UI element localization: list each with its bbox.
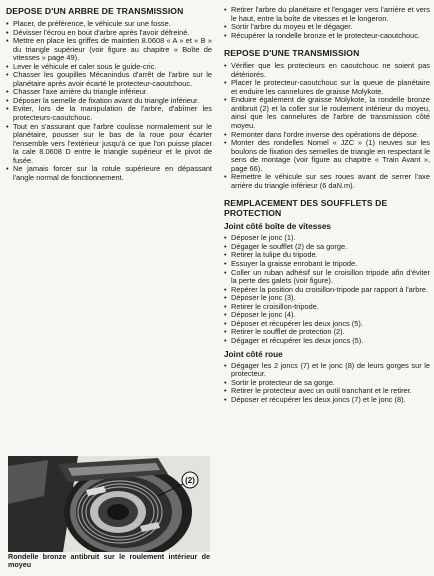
depose-steps — [6, 20, 212, 182]
step-item: • Déposer et récupérer les deux joncs (5). — [224, 320, 430, 329]
boite-steps — [224, 234, 430, 345]
subsection-title-roue: Joint côté roue — [224, 349, 283, 359]
step-item: • Déposer et récupérer les deux joncs (7) et le jonc (8). — [224, 396, 430, 405]
step-item: • Retirer le soufflet de protection (2). — [224, 328, 430, 337]
step-item: • Déposer le jonc (3). — [224, 294, 430, 303]
step-item: • Eviter, lors de la manipulation de l'arbre, d'abîmer les protecteurs-caoutchouc. — [6, 105, 212, 122]
right-column — [224, 6, 430, 404]
step-item: • Déposer la semelle de fixation avant du triangle inférieur. — [6, 97, 212, 106]
step-item: • Chasser l'axe arrière du triangle inférieur. — [6, 88, 212, 97]
step-item: • Sortir l'arbre du moyeu et le dégager. — [224, 23, 430, 32]
step-item: • Dégager les 2 joncs (7) et le jonc (8) de leurs gorges sur le protecteur. — [224, 362, 430, 379]
step-item: • Retirer l'arbre du planétaire et l'engager vers l'arrière et vers le haut, entre la boîte de vitesses et le longeron. — [224, 6, 430, 23]
step-item: • Déposer le jonc (4). — [224, 311, 430, 320]
figure-caption: Rondelle bronze antibruit sur le roulement intérieur de moyeu — [8, 552, 210, 570]
step-item: • Placer le protecteur-caoutchouc sur la queue de planétaire et enduire les cannelures de graisse Molykote. — [224, 79, 430, 96]
figure-label: (2) — [185, 476, 195, 485]
section-title-soufflets: REMPLACEMENT DES SOUFFLETS DE PROTECTION — [224, 198, 388, 219]
step-item: • Vérifier que les protecteurs en caoutchouc ne soient pas détériorés. — [224, 62, 430, 79]
step-item: • Ne jamais forcer sur la rotule supérieure en dépassant l'angle normal de fonctionnement. — [6, 165, 212, 182]
step-item: • Retirer le protecteur avec un outil tranchant et le retirer. — [224, 387, 430, 396]
step-item: • Retirer la tulipe du tripode. — [224, 251, 430, 260]
roue-steps — [224, 362, 430, 405]
depose-continued-steps — [224, 6, 430, 40]
step-item: • Tout en s'assurant que l'arbre coulisse normalement sur le planétaire, pousser sur le bas de la roue pour écarter l'ensemble vers l'extérieur jusqu'à ce que l'on puisse placer la cale 8.0608 D entre le triangle supérieur et le pivot de fusée. — [6, 123, 212, 166]
subsection-title-boite: Joint côté boîte de vitesses — [224, 222, 331, 232]
step-item: • Dégager le soufflet (2) de sa gorge. — [224, 243, 430, 252]
step-item: • Coller un ruban adhésif sur le croisillon tripode afin d'éviter la perte des galets (voir figure). — [224, 269, 430, 286]
step-item: • Dégager et récupérer les deux joncs (5). — [224, 337, 430, 346]
section-title-depose: DEPOSE D'UN ARBRE DE TRANSMISSION — [6, 6, 184, 16]
step-item: • Récupérer la rondelle bronze et le protecteur-caoutchouc. — [224, 32, 430, 41]
section-title-repose: REPOSE D'UNE TRANSMISSION — [224, 48, 360, 59]
step-item: • Mettre en place les griffes de maintien 8.0608 « A » et « B » du triangle supérieur (voir figure au chapitre « Boîte de vitesses » page 49). — [6, 37, 212, 63]
step-item: • Lever le véhicule et caler sous le guide-cric. — [6, 63, 212, 72]
step-item: • Déposer le jonc (1). — [224, 234, 430, 243]
step-item: • Chasser les goupilles Mécanindus d'arrêt de l'arbre sur le planétaire après avoir écarté le protecteur-caoutchouc. — [6, 71, 212, 88]
step-item: • Monter des rondelles Nomel « JZC » (1) neuves sur les boulons de fixation des semelles de triangle en respectant le sens de montage (voir figure au chapitre « Train Avant », page 66). — [224, 139, 430, 173]
repose-steps — [224, 62, 430, 190]
step-item: • Retirer le croisillon-tripode. — [224, 303, 430, 312]
step-item: • Essuyer la graisse enrobant le tripode. — [224, 260, 430, 269]
left-column — [6, 6, 212, 182]
step-item: • Remettre le véhicule sur ses roues avant de serrer l'axe arrière du triangle inférieur (6 daN.m). — [224, 173, 430, 190]
hub-bearing-photo — [8, 456, 210, 552]
step-item: • Placer, de préférence, le véhicule sur une fosse. — [6, 20, 212, 29]
step-item: • Dévisser l'écrou en bout d'arbre après l'avoir défreiné. — [6, 29, 212, 38]
step-item: • Remonter dans l'ordre inverse des opérations de dépose. — [224, 131, 430, 140]
step-item: • Enduire également de graisse Molykote, la rondelle bronze antibruit (2) et la coller sur le roulement intérieur du moyeu, ainsi que les cannelures de l'arbre de transmission côté moyeu. — [224, 96, 430, 130]
step-item: • Repérer la position du croisillon-tripode par rapport à l'arbre. — [224, 286, 430, 295]
step-item: • Sortir le protecteur de sa gorge. — [224, 379, 430, 388]
